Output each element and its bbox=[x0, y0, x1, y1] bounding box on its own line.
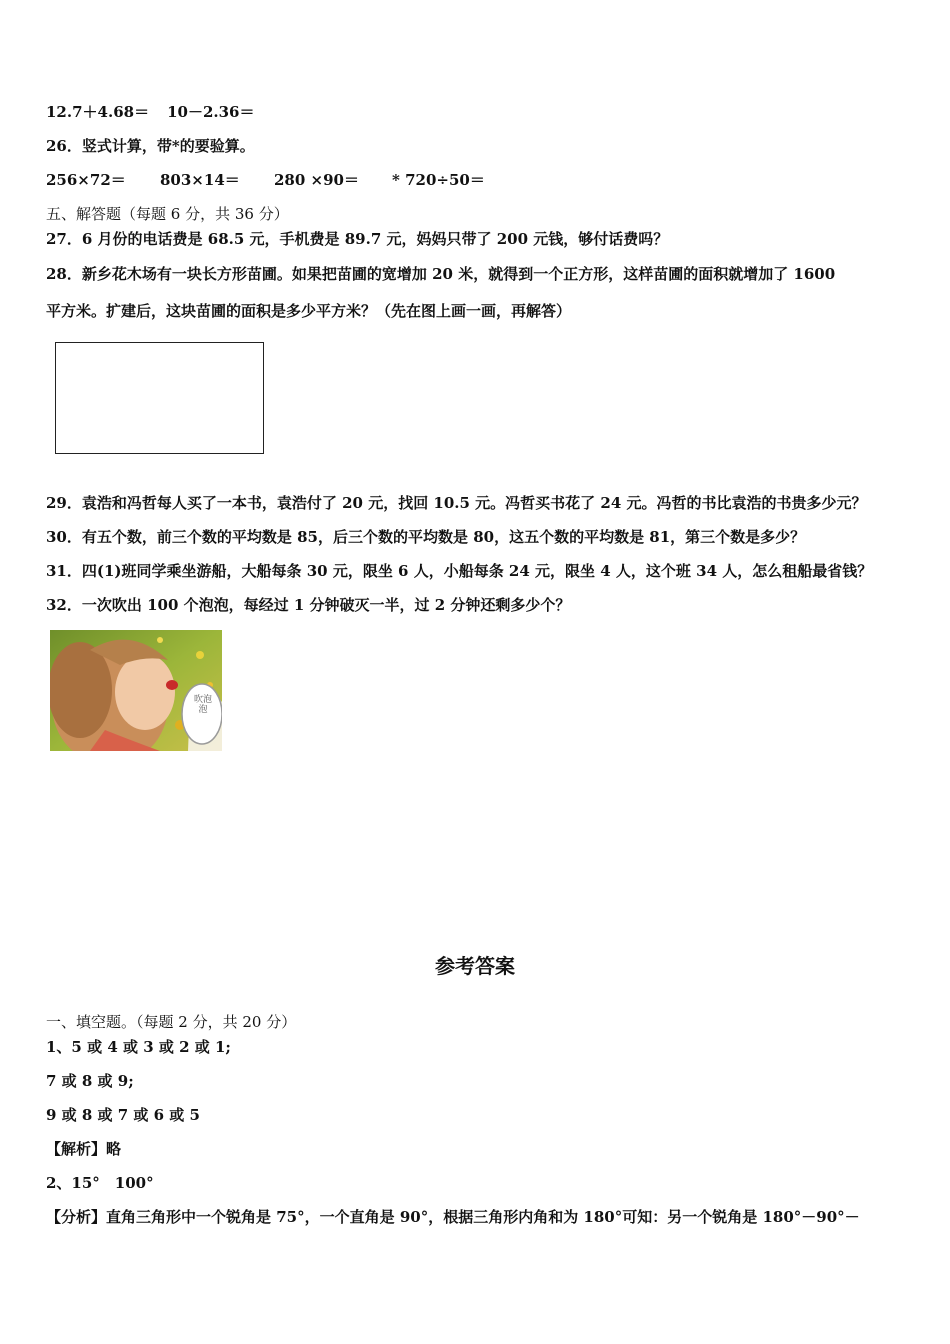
answer-1-line-1: 1、5 或 4 或 3 或 2 或 1; bbox=[46, 1038, 231, 1056]
question-26-items bbox=[46, 170, 485, 190]
question-32: 32．一次吹出 100 个泡泡，每经过 1 分钟破灭一半，过 2 分钟还剩多少个？ bbox=[46, 596, 571, 614]
calc-item: * 720÷50＝ bbox=[392, 171, 485, 189]
top-calculation-row bbox=[46, 102, 255, 122]
photo-illustration bbox=[50, 630, 222, 751]
answers-section-1-heading: 一、填空题。（每题 2 分，共 20 分） bbox=[46, 1013, 297, 1031]
girl-blowing-bubbles-photo bbox=[50, 630, 222, 751]
question-31: 31．四(1)班同学乘坐游船，大船每条 30 元，限坐 6 人，小船每条 24 元，限坐 4 人，这个班 34 人，怎么租船最省钱？ bbox=[46, 562, 873, 580]
section-5-heading: 五、解答题（每题 6 分，共 36 分） bbox=[46, 205, 289, 223]
question-30: 30．有五个数，前三个数的平均数是 85，后三个数的平均数是 80，这五个数的平均数是 81，第三个数是多少？ bbox=[46, 528, 806, 546]
answer-1-line-2: 7 或 8 或 9; bbox=[46, 1072, 134, 1090]
question-27: 27．6 月份的电话费是 68.5 元，手机费是 89.7 元，妈妈只带了 200 元钱，够付话费吗？ bbox=[46, 230, 669, 248]
answer-2: 2、15° 100° bbox=[46, 1174, 154, 1192]
answer-key-title: 参考答案 bbox=[435, 954, 515, 978]
answer-2-analysis: 【分析】直角三角形中一个锐角是 75°，一个直角是 90°，根据三角形内角和为 180°可知：另一个锐角是 180°－90°－ bbox=[46, 1208, 860, 1226]
calc-item: 256×72＝ bbox=[46, 171, 126, 189]
answer-1-analysis: 【解析】略 bbox=[46, 1140, 122, 1158]
question-26-prompt: 26．竖式计算，带*的要验算。 bbox=[46, 137, 255, 155]
calc-item: 12.7＋4.68＝ bbox=[46, 103, 150, 121]
bubble-label: 吹泡泡 bbox=[193, 695, 212, 715]
calc-item: 803×14＝ bbox=[160, 171, 240, 189]
question-29: 29．袁浩和冯哲每人买了一本书，袁浩付了 20 元，找回 10.5 元。冯哲买书花了 24 元。冯哲的书比袁浩的书贵多少元？ bbox=[46, 494, 867, 512]
question-28-line-1: 28．新乡花木场有一块长方形苗圃。如果把苗圃的宽增加 20 米，就得到一个正方形，这样苗圃的面积就增加了 1600 bbox=[46, 265, 836, 283]
calc-item: 280 ×90＝ bbox=[274, 171, 359, 189]
nursery-rectangle-diagram bbox=[55, 342, 264, 454]
answer-1-line-3: 9 或 8 或 7 或 6 或 5 bbox=[46, 1106, 200, 1124]
calc-item: 10－2.36＝ bbox=[167, 103, 255, 121]
question-28-line-2: 平方米。扩建后，这块苗圃的面积是多少平方米？（先在图上画一画，再解答） bbox=[46, 302, 572, 320]
